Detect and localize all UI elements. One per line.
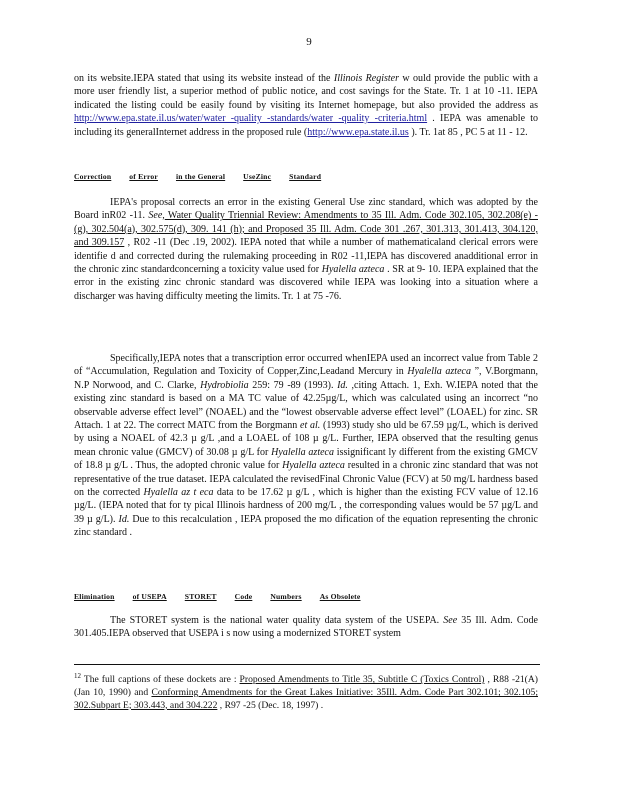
italic-text: See, [148,210,165,222]
section-heading-zinc-correction [74,172,339,181]
heading-word: Numbers [270,592,302,601]
paragraph-storet [74,614,538,641]
text-span: ”, V.Borgmann, N.P Norwood, and C. Clarke, [74,366,538,391]
italic-text: Illinois Register [333,73,399,84]
text-span: The STORET system is the national water quality data system of the USEPA. [110,615,444,626]
text-span: ,citing Attach. 1, Exh. W.IEPA noted that the existing zinc standard is based on a MA TC value of 42.25µg/L, which was calculated using an incorrect “no observable adverse effect level” (NOAEL) and the “lowest observable adverse effect level” (LOAEL) for zinc. SR Attach. 1 at 22. The correct MATC from the Borgmann [74,379,538,432]
text-span: data to be 17.62 µ g/L , which is higher than the existing FCV value of 12.16 µg/L. (IEPA noted that for ty pical Illinois hardness of 200 mg/L , the corresponding values would be 57 µg/L and 39 µ g/L). [74,487,538,525]
text-span: , R02 -11 (Dec .19, 2002). IEPA noted that while a number of mathematicaland clerical errors were identifie d and corrected during the rulemaking proceeding in R02 -11,IEPA has discovered anadditional error in the chronic zinc standardconcerning a toxicity value used for [74,237,538,276]
italic-text: See [443,615,458,626]
text-span: , R88 -21(A) (Jan 10, 1990) and [74,674,538,698]
paragraph-zinc-error [74,196,538,303]
text-span: w ould provide the public with a more user friendly list, a superior method of public notice, and cost savings for the State. Tr. 1 at 10 -11. IEPA indicated the listing could be easily found by visiting its Internet homepage, but also provided the address as [74,73,538,111]
species-name: Hyalella azteca [321,264,385,276]
text-span: 35 Ill. Adm. Code 301.405.IEPA observed that USEPA i s now using a modernized STORET system [74,615,538,640]
footnote-marker: 12 [74,672,81,680]
text-span: . SR at 9- 10. IEPA explained that the error in the existing zinc chronic standard was discovered while IEPA was looking into a situation where a discharger was having difficulty meeting the limits. Tr. 1 at 75 -76. [74,264,539,302]
species-name: Hyalella azteca [271,446,334,458]
heading-word: in the General [175,172,226,181]
species-name: Hyalella azteca [282,460,345,472]
docket-caption: Water Quality Triennial Review: Amendments to 35 Ill. Adm. Code 302.105, 302.208(e) -(g), 302.504(a), 302.575(d), 309. 141 (h); and Proposed 35 Ill. Adm. Code 301 .267, 301.313, 301.413, 304.120, and 309.157 [74,210,538,249]
heading-word: Correction [74,172,112,181]
text-span: Due to this recalculation , IEPA proposed the mo dification of the equation representing the chronic zinc standard . [74,513,538,539]
italic-text: et al. [300,420,321,432]
section-heading-storet [74,592,379,601]
text-span: 259: 79 -89 (1993). [248,379,338,391]
footnote-divider [74,664,540,665]
heading-word: of USEPA [132,592,167,601]
water-quality-criteria-link[interactable]: http://www.epa.state.il.us/water/water -quality -standards/water -quality -criteria.html [74,113,428,125]
text-span: issignificant ly different from the existing GMCV of 18.8 µ g/L . Thus, the adopted chronic value for [74,446,538,472]
journal-name: Hydrobiolia [200,379,249,391]
heading-word: UseZinc [243,172,272,181]
page-number: 9 [306,36,312,48]
species-name: Hyalella az t eca [143,487,214,499]
text-span: on its website.IEPA stated that using its website instead of the [74,73,334,84]
text-span: The full captions of these dockets are : [81,674,240,686]
text-span: IEPA's proposal corrects an error in the existing General Use zinc standard, which was adopted by the Board inR02 -11. [74,197,538,222]
italic-text: Id. [337,379,348,391]
docket-caption: Conforming Amendments for the Great Lakes Initiative: 35Ill. Adm. Code Part 302.101; 302.105; 302.Subpart E; 303.443, and 304.222 [74,686,538,711]
docket-caption: Proposed Amendments to Title 35, Subtitle C (Toxics Control) [239,674,485,686]
footnote [74,670,538,713]
heading-word: Code [234,592,253,601]
paragraph-website [74,72,538,139]
heading-word: of Error [129,172,158,181]
iepa-homepage-link[interactable]: http://www.epa.state.il.us [307,126,409,138]
heading-word: Elimination [74,592,115,601]
paragraph-transcription-error [74,352,538,540]
text-span: , R97 -25 (Dec. 18, 1997) . [217,699,324,711]
heading-word: As Obsolete [319,592,361,601]
text-span: resulted in a chronic zinc standard that was not representative of the true dataset. IEPA calculated the revisedFinal Chronic Value (FCV) at 50 mg/L hardness based on the corrected [74,460,539,499]
text-span: ). Tr. 1at 85 , PC 5 at 11 - 12. [408,126,528,138]
italic-text: Id. [118,513,130,525]
species-name: Hyalella azteca [407,366,471,378]
heading-word: Standard [289,172,322,181]
text-span: Specifically,IEPA notes that a transcription error occurred whenIEPA used an incorrect value from Table 2 of “Accumulation, Regulation and Toxicity of Copper,Zinc,Leadand Mercury in [74,353,538,378]
text-span: (1993) study sho uld be 67.59 µg/L, which is derived by using a NOAEL of 42.3 µ g/L ,and a LOAEL of 108 µ g/L. Further, IEPA observed that the resulting genus mean chronic value (GMCV) of 30.08 µ g/L for [74,420,538,458]
text-span: . IEPA was amenable to including its generalInternet address in the proposed rule ( [74,113,538,138]
heading-word: STORET [184,592,217,601]
